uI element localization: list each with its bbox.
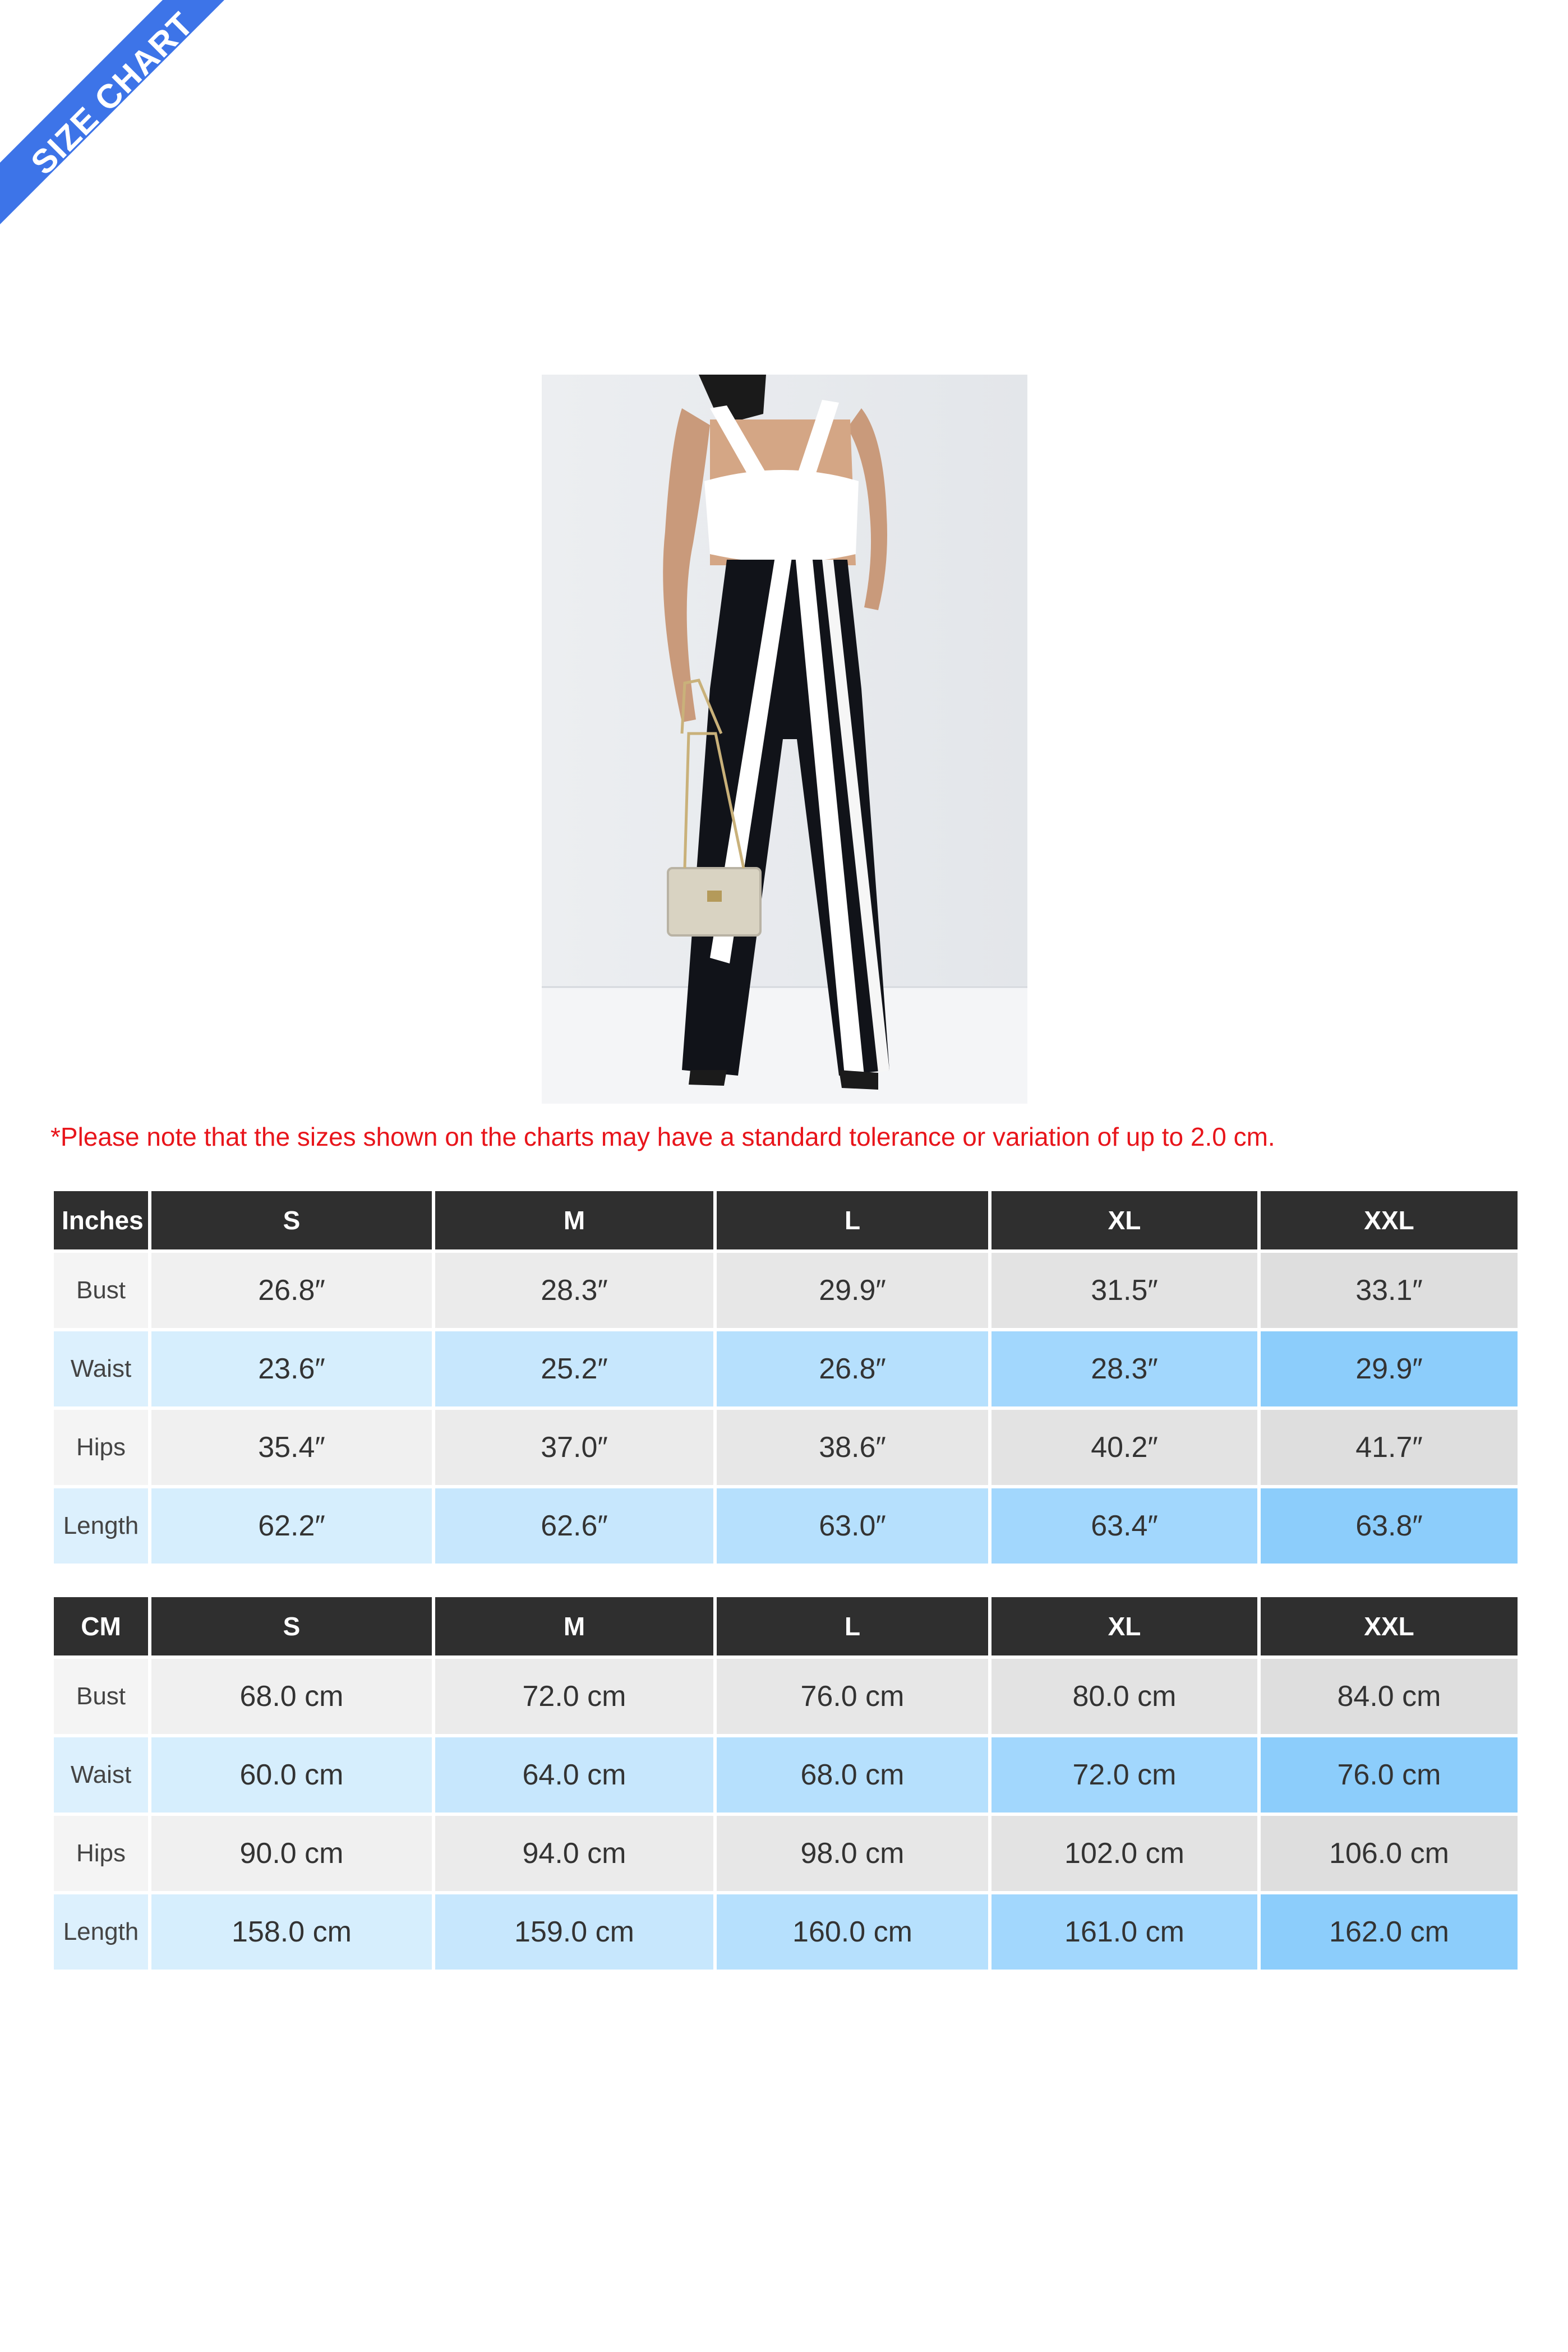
table-cell: 162.0 cm [1261,1894,1518,1970]
cm-size-table [50,1594,1521,1973]
ribbon-label: SIZE CHART [24,4,201,182]
size-header: M [435,1597,713,1655]
table-cell: 158.0 cm [151,1894,432,1970]
table-cell: 41.7″ [1261,1410,1518,1485]
table-cell: 68.0 cm [717,1737,988,1813]
table-cell: 72.0 cm [991,1737,1257,1813]
row-label: Waist [54,1737,148,1813]
table-cell: 23.6″ [151,1331,432,1406]
table-cell: 98.0 cm [717,1816,988,1891]
table-cell: 63.8″ [1261,1488,1518,1564]
table-row [54,1410,1518,1485]
table-cell: 63.0″ [717,1488,988,1564]
row-label: Length [54,1488,148,1564]
size-header: XXL [1261,1597,1518,1655]
size-header: L [717,1191,988,1249]
table-cell: 90.0 cm [151,1816,432,1891]
table-cell: 72.0 cm [435,1659,713,1734]
table-cell: 106.0 cm [1261,1816,1518,1891]
table-row [54,1816,1518,1891]
table-cell: 62.2″ [151,1488,432,1564]
table-cell: 80.0 cm [991,1659,1257,1734]
table-row [54,1659,1518,1734]
table-cell: 37.0″ [435,1410,713,1485]
table-row [54,1253,1518,1328]
size-header: XXL [1261,1191,1518,1249]
table-cell: 63.4″ [991,1488,1257,1564]
table-cell: 76.0 cm [1261,1737,1518,1813]
row-label: Bust [54,1253,148,1328]
table-cell: 64.0 cm [435,1737,713,1813]
table-cell: 94.0 cm [435,1816,713,1891]
table-cell: 84.0 cm [1261,1659,1518,1734]
table-cell: 33.1″ [1261,1253,1518,1328]
table-cell: 28.3″ [991,1331,1257,1406]
table-cell: 26.8″ [717,1331,988,1406]
table-row [54,1737,1518,1813]
size-header: S [151,1597,432,1655]
table-cell: 29.9″ [717,1253,988,1328]
table-cell: 25.2″ [435,1331,713,1406]
row-label: Length [54,1894,148,1970]
table-cell: 29.9″ [1261,1331,1518,1406]
size-header: XL [991,1191,1257,1249]
unit-header: Inches [54,1191,148,1249]
tolerance-note: *Please note that the sizes shown on the charts may have a standard tolerance or variation of up to 2.0 cm. [50,1122,1275,1151]
table-cell: 160.0 cm [717,1894,988,1970]
size-chart-ribbon [0,0,224,224]
table-cell: 60.0 cm [151,1737,432,1813]
table-cell: 28.3″ [435,1253,713,1328]
table-cell: 35.4″ [151,1410,432,1485]
table-row [54,1894,1518,1970]
table-row [54,1488,1518,1564]
row-label: Hips [54,1410,148,1485]
table-cell: 26.8″ [151,1253,432,1328]
row-label: Hips [54,1816,148,1891]
table-cell: 38.6″ [717,1410,988,1485]
table-cell: 62.6″ [435,1488,713,1564]
table-header-row [54,1597,1518,1655]
inches-size-table [50,1188,1521,1567]
table-header-row [54,1191,1518,1249]
table-cell: 31.5″ [991,1253,1257,1328]
table-cell: 102.0 cm [991,1816,1257,1891]
table-cell: 76.0 cm [717,1659,988,1734]
size-header: L [717,1597,988,1655]
table-cell: 68.0 cm [151,1659,432,1734]
row-label: Waist [54,1331,148,1406]
unit-header: CM [54,1597,148,1655]
size-header: S [151,1191,432,1249]
table-row [54,1331,1518,1406]
table-cell: 161.0 cm [991,1894,1257,1970]
row-label: Bust [54,1659,148,1734]
product-photo [542,375,1027,1104]
table-cell: 40.2″ [991,1410,1257,1485]
size-header: M [435,1191,713,1249]
table-cell: 159.0 cm [435,1894,713,1970]
size-header: XL [991,1597,1257,1655]
